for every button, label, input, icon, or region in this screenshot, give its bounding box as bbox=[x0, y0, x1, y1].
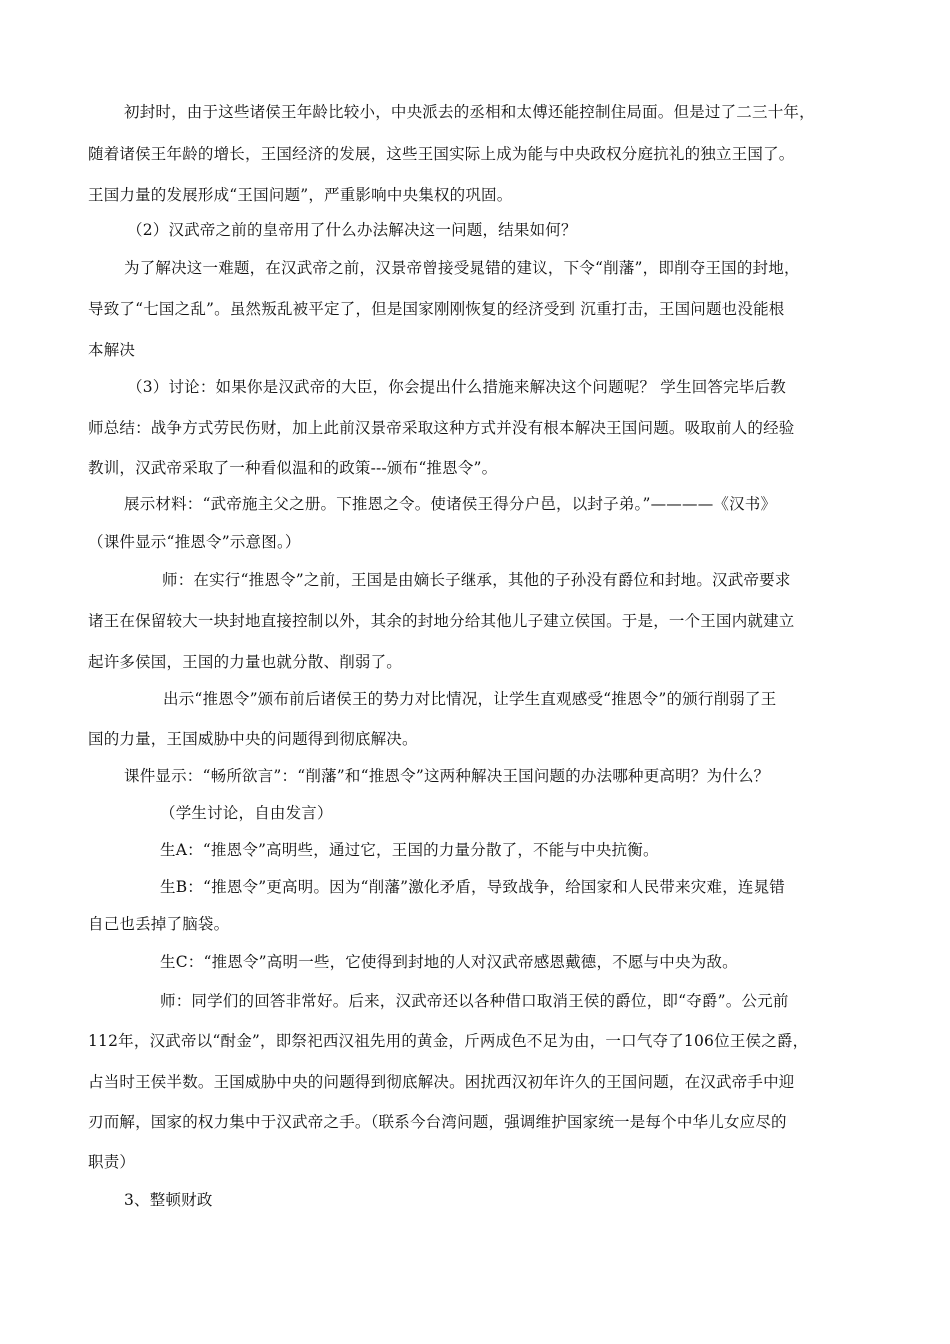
text-line: 王国力量的发展形成“王国问题”，严重影响中央集权的巩固。 bbox=[88, 186, 513, 204]
text-line: 国的力量，王国威胁中央的问题得到彻底解决。 bbox=[88, 730, 418, 748]
text-line: （3）讨论：如果你是汉武帝的大臣，你会提出什么措施来解决这个问题呢？ 学生回答完毕后教 bbox=[127, 378, 786, 396]
text-line: 初封时，由于这些诸侯王年龄比较小，中央派去的丞相和太傅还能控制住局面。但是过了二三十年， bbox=[124, 103, 815, 121]
text-line: 本解决 bbox=[88, 341, 136, 359]
text-line: 师：同学们的回答非常好。后来，汉武帝还以各种借口取消王侯的爵位，即“夺爵”。公元前 bbox=[160, 992, 789, 1010]
text-line: 诸王在保留较大一块封地直接控制以外，其余的封地分给其他儿子建立侯国。于是，一个王国内就建立 bbox=[88, 612, 795, 630]
text-line: 随着诸侯王年龄的增长，王国经济的发展，这些王国实际上成为能与中央政权分庭抗礼的独立王国了。 bbox=[88, 145, 795, 163]
text-line: 展示材料：“武帝施主父之册。下推恩之令。使诸侯王得分户邑，以封子弟。”————《汉书》 bbox=[124, 495, 777, 513]
section-heading: 3、整顿财政 bbox=[124, 1191, 213, 1209]
text-line: 为了解决这一难题，在汉武帝之前，汉景帝曾接受晁错的建议，下令“削藩”，即削夺王国的封地， bbox=[124, 259, 800, 277]
text-line: （课件显示“推恩令”示意图。） bbox=[88, 533, 301, 551]
text-line: 出示“推恩令”颁布前后诸侯王的势力对比情况，让学生直观感受“推恩令”的颁行削弱了王 bbox=[163, 690, 777, 708]
text-line: 职责） bbox=[88, 1153, 136, 1171]
text-line: 起许多侯国，王国的力量也就分散、削弱了。 bbox=[88, 653, 403, 671]
text-line: 生C：“推恩令”高明一些，它使得到封地的人对汉武帝感恩戴德，不愿与中央为敌。 bbox=[160, 953, 738, 971]
text-line: 自己也丢掉了脑袋。 bbox=[88, 915, 230, 933]
text-line: 占当时王侯半数。王国威胁中央的问题得到彻底解决。困扰西汉初年许久的王国问题，在汉武帝手中迎 bbox=[88, 1073, 795, 1091]
text-line: 112年，汉武帝以“酎金”，即祭祀西汉祖先用的黄金，斤两成色不足为由，一口气夺了106位王侯之爵， bbox=[88, 1032, 809, 1050]
text-line: （2）汉武帝之前的皇帝用了什么办法解决这一问题，结果如何？ bbox=[127, 221, 577, 239]
text-line: 生A：“推恩令”高明些，通过它，王国的力量分散了，不能与中央抗衡。 bbox=[160, 841, 659, 859]
text-line: 生B：“推恩令”更高明。因为“削藩”激化矛盾，导致战争，给国家和人民带来灾难，连晁错 bbox=[160, 878, 785, 896]
text-line: 导致了“七国之乱”。虽然叛乱被平定了，但是国家刚刚恢复的经济受到 沉重打击，王国问题也没能根 bbox=[88, 300, 785, 318]
text-line: 师总结：战争方式劳民伤财，加上此前汉景帝采取这种方式并没有根本解决王国问题。吸取前人的经验 bbox=[88, 419, 795, 437]
text-line: （学生讨论，自由发言） bbox=[160, 804, 333, 822]
text-line: 师：在实行“推恩令”之前，王国是由嫡长子继承，其他的子孙没有爵位和封地。汉武帝要求 bbox=[162, 571, 791, 589]
text-line: 课件显示：“畅所欲言”：“削藩”和“推恩令”这两种解决王国问题的办法哪种更高明？为什么？ bbox=[124, 767, 770, 785]
text-line: 刃而解，国家的权力集中于汉武帝之手。（联系今台湾问题，强调维护国家统一是每个中华儿女应尽的 bbox=[88, 1113, 787, 1131]
text-line: 教训，汉武帝采取了一种看似温和的政策---颁布“推恩令”。 bbox=[88, 459, 498, 477]
